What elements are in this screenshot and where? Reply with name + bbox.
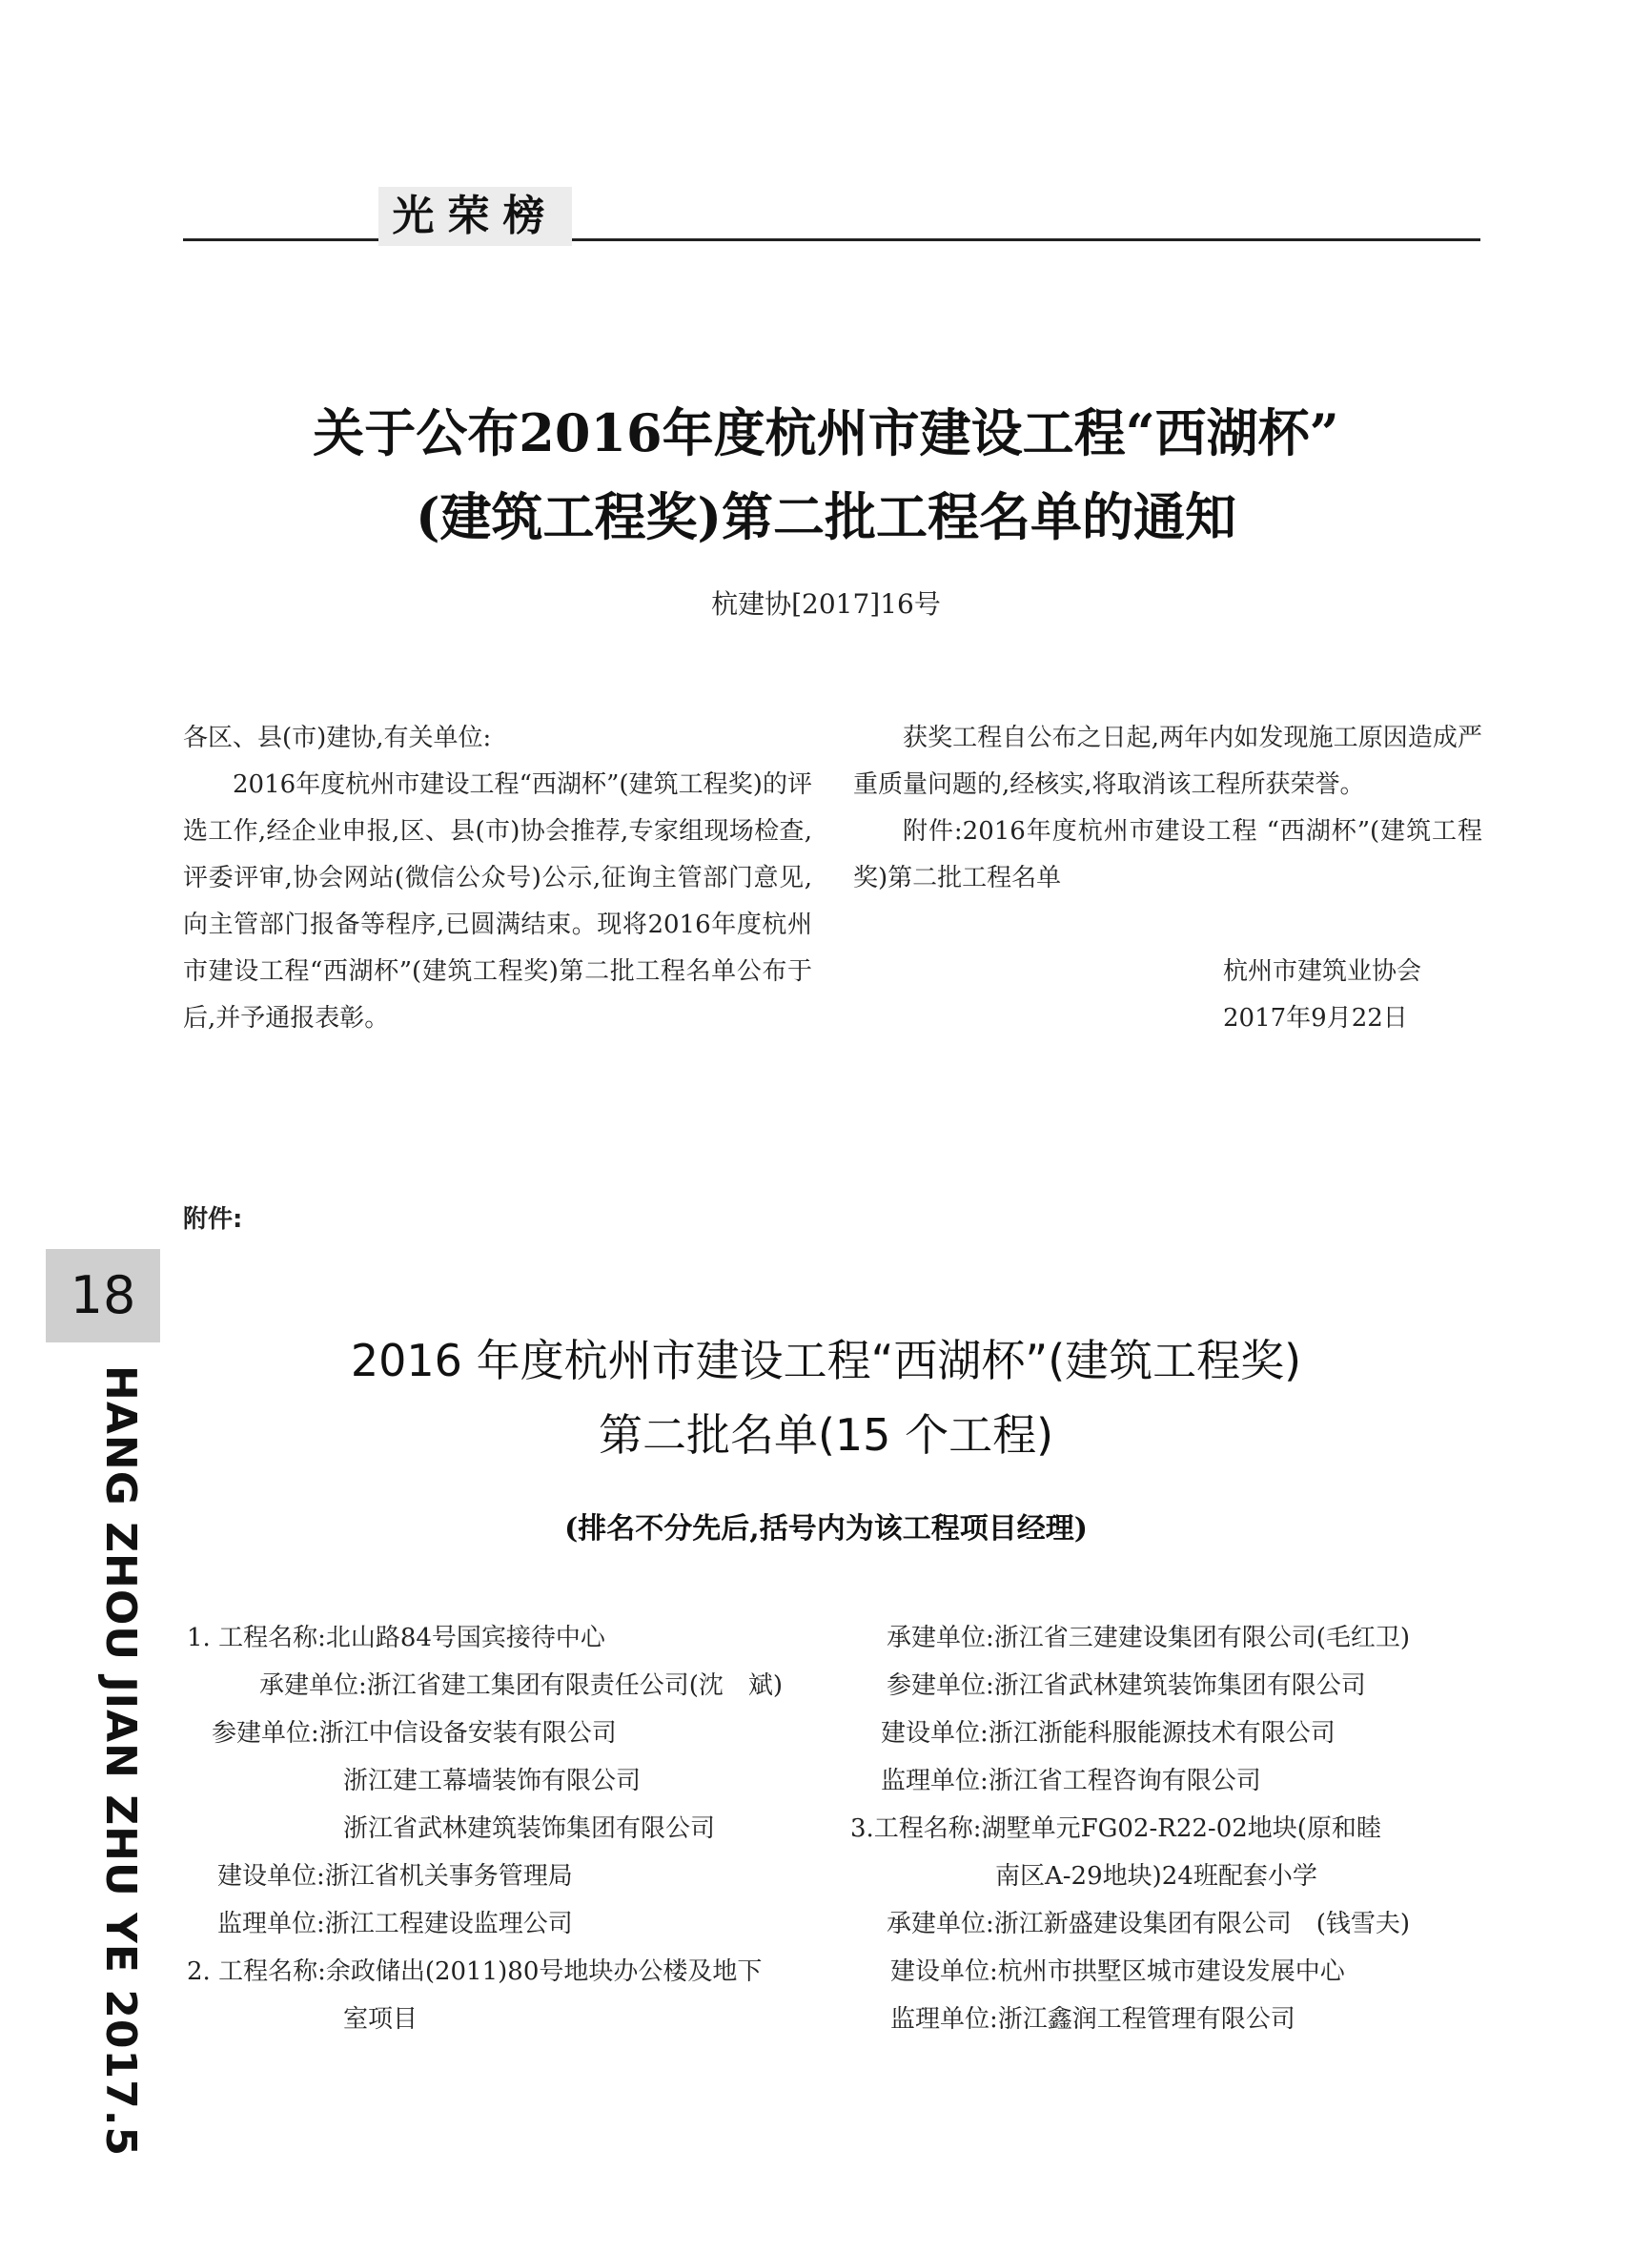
body-paragraph: 2016年度杭州市建设工程“西湖杯”(建筑工程奖)的评选工作,经企业申报,区、县(市)协会推荐,专家组现场检查,评委评审,协会网站(微信公众号)公示,征询主管部门意见,向主管部门报备等程序,已圆满结束。现将2016年度杭州市建设工程“西湖杯”(建筑工程奖)第二批工程名单公布于后,并予通报表彰。 (183, 770, 812, 1033)
entry-line: 建设单位:杭州市拱墅区城市建设发展中心 (890, 1957, 1345, 1986)
salutation: 各区、县(市)建协,有关单位: (183, 724, 492, 752)
section-rule-left (183, 238, 378, 241)
notice-title-line1: 关于公布2016年度杭州市建设工程“西湖杯” (313, 402, 1339, 463)
spacer (853, 902, 1482, 949)
attachment-label: 附件: (183, 1205, 243, 1234)
entry-line: 室项目 (343, 2005, 418, 2034)
entry-line: 监理单位:浙江省工程咨询有限公司 (881, 1767, 1261, 1795)
entry-line: 1. 工程名称:北山路84号国宾接待中心 (187, 1624, 605, 1652)
entry-line: 南区A-29地块)24班配套小学 (995, 1862, 1317, 1891)
page-number: 18 (46, 1249, 160, 1342)
list-title-line2: 第二批名单(15 个工程) (598, 1409, 1054, 1461)
body-right-column (853, 715, 1482, 1042)
notice-title-line2: (建筑工程奖)第二批工程名单的通知 (415, 486, 1237, 547)
entry-line: 承建单位:浙江省三建建设集团有限公司(毛红卫) (887, 1624, 1411, 1652)
section-title: 光荣榜 (392, 192, 559, 240)
entry-line: 监理单位:浙江工程建设监理公司 (217, 1910, 573, 1938)
list-title-line1: 2016 年度杭州市建设工程“西湖杯”(建筑工程奖) (350, 1335, 1302, 1386)
body-left-column (183, 715, 812, 1042)
side-running-title: HANG ZHOU JIAN ZHU YE 2017.5 (96, 1365, 145, 2158)
entry-line: 参建单位:浙江中信设备安装有限公司 (212, 1719, 617, 1748)
entry-line: 建设单位:浙江浙能科服能源技术有限公司 (881, 1719, 1336, 1748)
list-title (172, 1323, 1480, 1472)
document-number: 杭建协[2017]16号 (711, 588, 941, 620)
entry-line: 承建单位:浙江省建工集团有限责任公司(沈 斌) (259, 1671, 784, 1700)
entry-line: 3.工程名称:湖墅单元FG02-R22-02地块(原和睦 (850, 1814, 1381, 1843)
entry-line: 承建单位:浙江新盛建设集团有限公司 (钱雪夫) (887, 1910, 1411, 1938)
entry-line: 2. 工程名称:余政储出(2011)80号地块办公楼及地下 (187, 1957, 763, 1986)
entry-line: 浙江省武林建筑装饰集团有限公司 (343, 1814, 716, 1843)
signer: 杭州市建筑业协会 (1223, 957, 1422, 986)
list-subtitle: (排名不分先后,括号内为该工程项目经理) (564, 1512, 1088, 1546)
section-rule-right (572, 238, 1480, 241)
entry-line: 建设单位:浙江省机关事务管理局 (217, 1862, 573, 1891)
entry-line: 参建单位:浙江省武林建筑装饰集团有限公司 (887, 1671, 1366, 1700)
signature-date: 2017年9月22日 (1223, 1004, 1408, 1033)
body-paragraph-right: 获奖工程自公布之日起,两年内如发现施工原因造成严重质量问题的,经核实,将取消该工程所获荣誉。 (853, 724, 1482, 799)
entry-line: 监理单位:浙江鑫润工程管理有限公司 (890, 2005, 1295, 2034)
notice-title (172, 391, 1480, 559)
attachment-note: 附件:2016年度杭州市建设工程 “西湖杯”(建筑工程奖)第二批工程名单 (853, 817, 1482, 892)
entry-line: 浙江建工幕墙装饰有限公司 (343, 1767, 642, 1795)
